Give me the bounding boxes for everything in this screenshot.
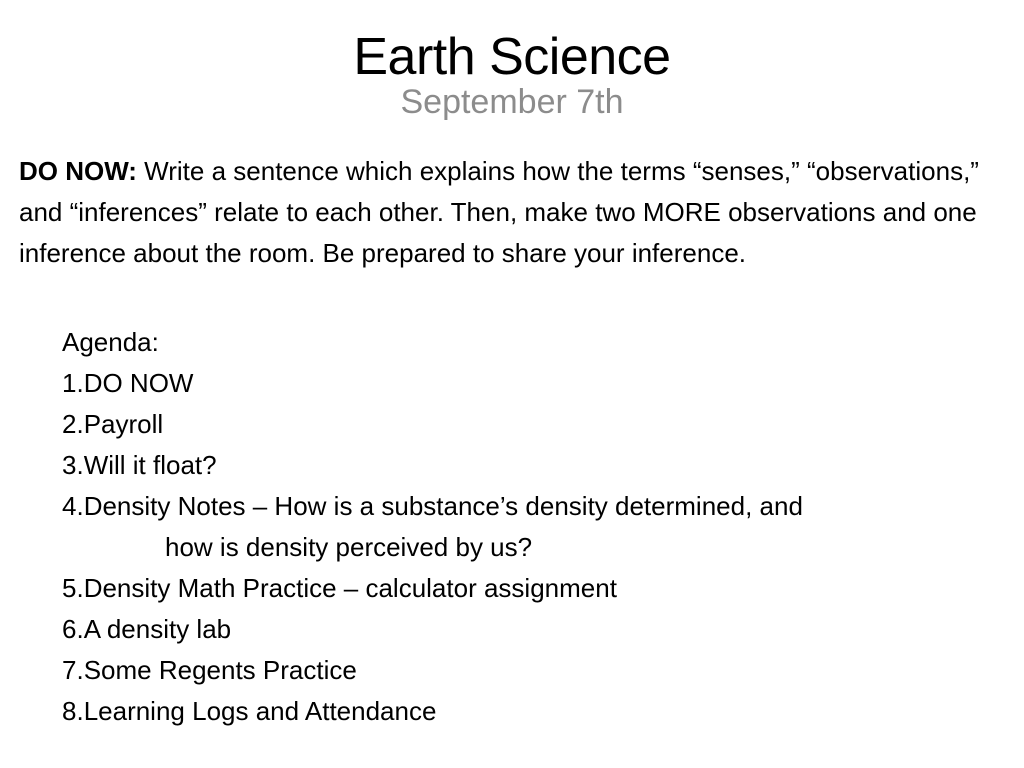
agenda-item-number: 2. (62, 409, 84, 439)
agenda-item-number: 3. (62, 450, 84, 480)
do-now-text: Write a sentence which explains how the terms “senses,” “observations,” and “inferences” relate to each other. Then, make two MORE observations and one inference about the room. Be prepared to share your inference. (19, 156, 979, 268)
agenda-heading: Agenda: (62, 327, 159, 357)
agenda-item (62, 609, 1002, 650)
slide-title: Earth Science (353, 28, 671, 86)
agenda-item (62, 363, 1002, 404)
agenda-item-text: Payroll (83, 409, 164, 439)
agenda-item-text: Learning Logs and Attendance (83, 696, 437, 726)
agenda-item-number: 6. (62, 614, 84, 644)
agenda-item-number: 4. (62, 491, 84, 521)
agenda-item-continuation: how is density perceived by us? (165, 532, 533, 562)
agenda-item (62, 691, 1002, 732)
agenda-section (62, 322, 1002, 732)
do-now-label: DO NOW: (19, 156, 137, 186)
agenda-item (62, 404, 1002, 445)
agenda-item (62, 568, 1002, 609)
do-now-paragraph (19, 151, 1009, 274)
agenda-item-text: DO NOW (83, 368, 194, 398)
agenda-item-number: 5. (62, 573, 84, 603)
agenda-item-number: 8. (62, 696, 84, 726)
agenda-item-text: Will it float? (83, 450, 217, 480)
agenda-list (62, 363, 1002, 732)
agenda-item-number: 1. (62, 368, 84, 398)
agenda-item-text: Density Notes – How is a substance’s density determined, and (83, 491, 803, 521)
agenda-item (62, 445, 1002, 486)
agenda-item (62, 650, 1002, 691)
agenda-item-text: Some Regents Practice (83, 655, 357, 685)
agenda-item (62, 486, 1002, 568)
slide-subtitle: September 7th (400, 83, 624, 121)
agenda-item-text: Density Math Practice – calculator assignment (83, 573, 617, 603)
agenda-item-number: 7. (62, 655, 84, 685)
agenda-item-text: A density lab (83, 614, 232, 644)
